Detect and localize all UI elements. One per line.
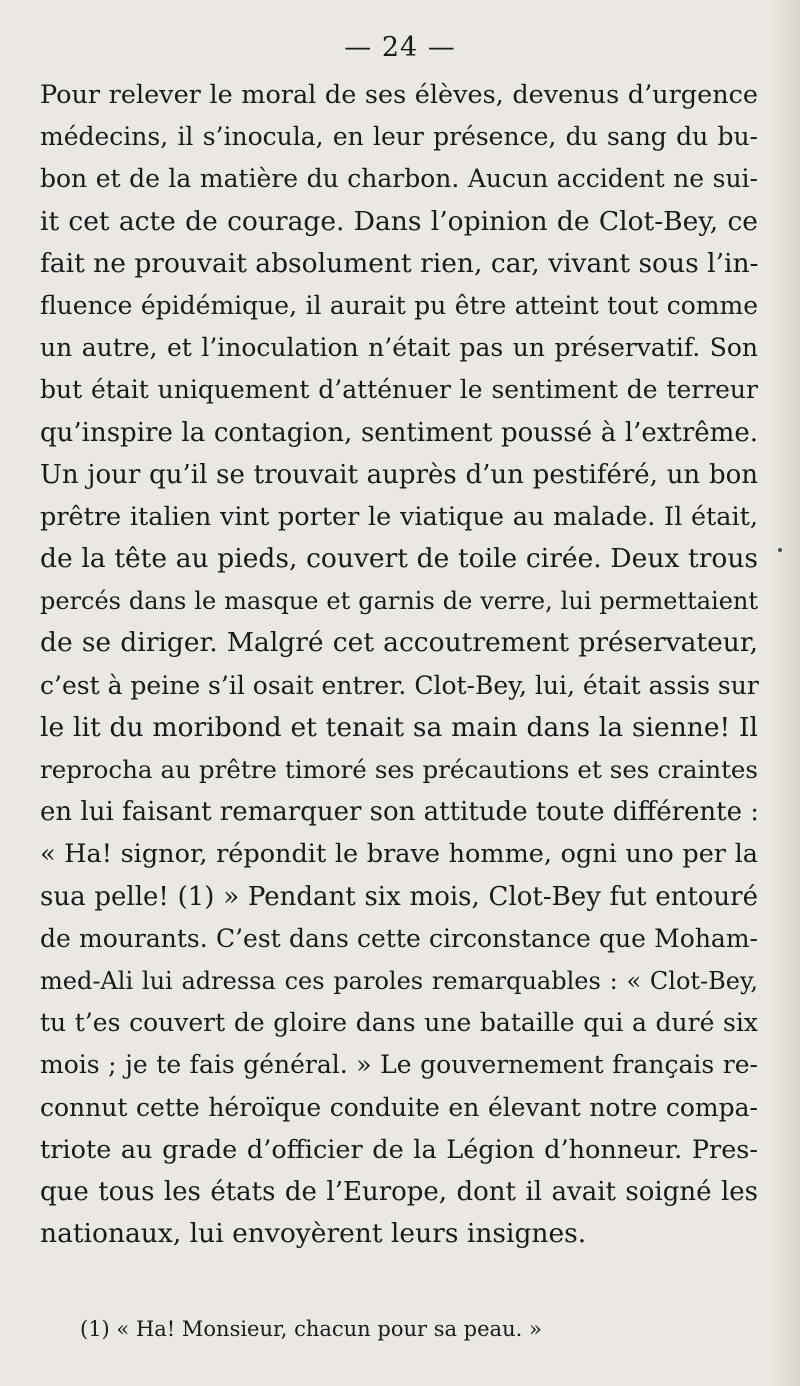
page-edge-shadow [770,0,800,1386]
text-line: de mourants. C’est dans cette circonstance que Moham- [40,923,758,953]
text-line: de se diriger. Malgré cet accoutrement préservateur, [40,627,758,659]
footnote: (1) « Ha! Monsieur, chacun pour sa peau. » [80,1317,542,1341]
body-text [40,74,758,1255]
page-number: — 24 — [344,32,456,63]
text-line: bon et de la matière du charbon. Aucun accident ne sui- [40,164,758,194]
text-line: c’est à peine s’il osait entrer. Clot-Bey, lui, était assis sur [40,670,759,700]
text-line: le lit du moribond et tenait sa main dans la sienne! Il [40,711,758,743]
text-line: Un jour qu’il se trouvait auprès d’un pestiféré, un bon [40,459,758,490]
text-line: fait ne prouvait absolument rien, car, vivant sous l’in- [40,247,759,279]
text-line: nationaux, lui envoyèrent leurs insignes. [40,1218,587,1250]
text-line: tu t’es couvert de gloire dans une bataille qui a duré six [40,1008,758,1038]
text-line: prêtre italien vint porter le viatique au malade. Il était, [40,501,758,532]
text-line: reprocha au prêtre timoré ses précautions et ses craintes [40,755,758,784]
text-line: un autre, et l’inoculation n’était pas un préservatif. Son [40,333,758,363]
ink-speck [778,548,782,552]
text-line: triote au grade d’officier de la Légion d’honneur. Pres- [40,1134,758,1165]
text-line: que tous les états de l’Europe, dont il avait soigné les [40,1176,758,1207]
text-line: percés dans le masque et garnis de verre, lui permettaient [40,587,758,616]
text-line: en lui faisant remarquer son attitude toute différente : [40,797,760,828]
text-line: mois ; je te fais général. » Le gouvernement français re- [40,1050,758,1080]
text-line: med-Ali lui adressa ces paroles remarquables : « Clot-Bey, [40,966,758,995]
text-line: qu’inspire la contagion, sentiment poussé à l’extrême. [40,417,758,448]
text-line: it cet acte de courage. Dans l’opinion de Clot-Bey, ce [40,205,758,237]
text-line: fluence épidémique, il aurait pu être atteint tout comme [40,290,758,320]
text-line: Pour relever le moral de ses élèves, devenus d’urgence [40,80,758,110]
text-line: médecins, il s’inocula, en leur présence, du sang du bu- [40,122,758,152]
text-line: de la tête au pieds, couvert de toile cirée. Deux trous [40,543,758,575]
text-line: but était uniquement d’atténuer le sentiment de terreur [40,375,758,405]
text-line: « Ha! signor, répondit le brave homme, ogni uno per la [40,839,758,870]
text-line: connut cette héroïque conduite en élevant notre compa- [40,1092,758,1122]
text-line: sua pelle! (1) » Pendant six mois, Clot-Bey fut entouré [40,881,758,912]
